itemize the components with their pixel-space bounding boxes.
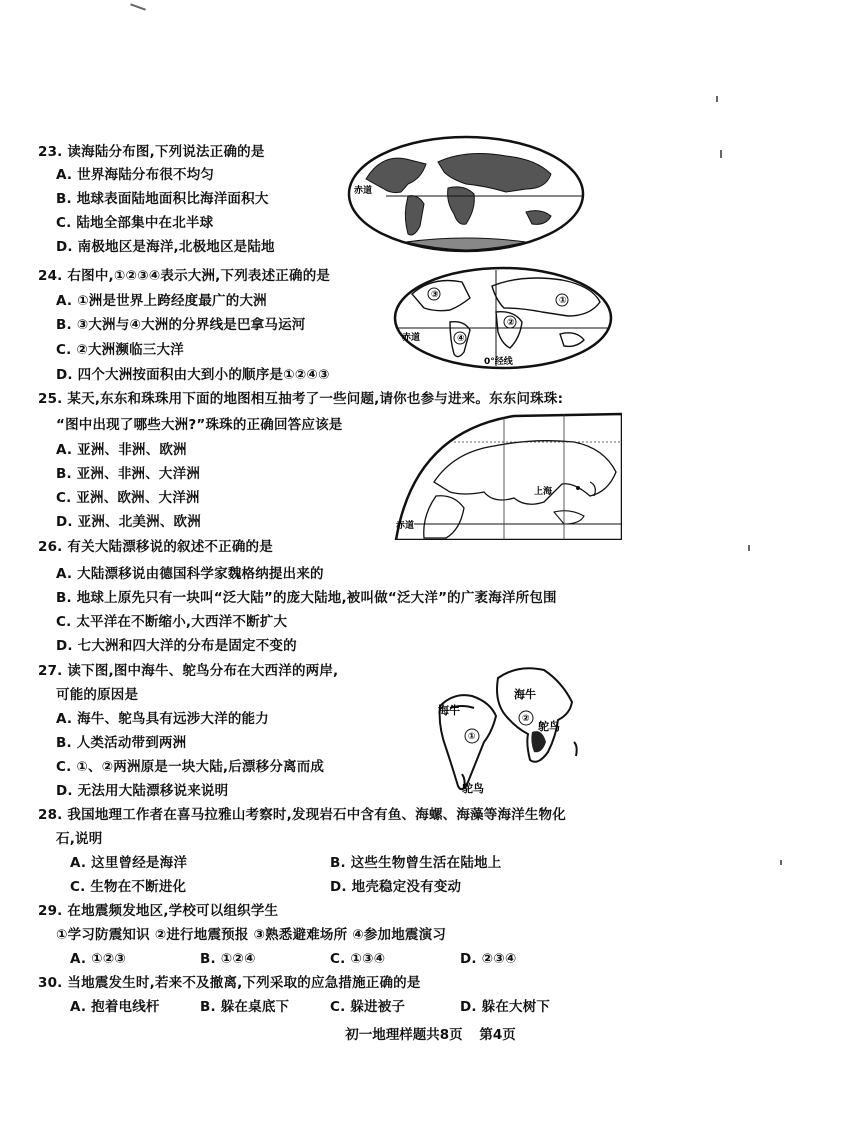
q24-option-b[interactable]: B. ③大洲与④大洲的分界线是巴拿马运河	[56, 317, 306, 333]
q27-africa-samerica-map	[432, 662, 592, 802]
q27-option-c[interactable]: C. ①、②两洲原是一块大陆,后漂移分离而成	[56, 759, 325, 775]
q29-option-a[interactable]: A. ①②③	[70, 951, 127, 967]
q25-option-c[interactable]: C. 亚洲、欧洲、大洋洲	[56, 490, 200, 506]
q28-option-d[interactable]: D. 地壳稳定没有变动	[330, 879, 462, 895]
footer-page-number: 第4页	[479, 1027, 516, 1043]
q24-label-4: ④	[457, 334, 465, 344]
scan-speck	[780, 860, 782, 865]
q24-label-2: ②	[507, 318, 515, 328]
q29-option-d[interactable]: D. ②③④	[460, 951, 517, 967]
q24-continent-map	[392, 264, 614, 376]
q23-option-c[interactable]: C. 陆地全部集中在北半球	[56, 215, 214, 231]
scan-speck	[716, 96, 718, 102]
q24-option-c[interactable]: C. ②大洲濒临三大洋	[56, 342, 184, 358]
q27-manatee-left-label: 海牛	[438, 704, 460, 717]
scan-speck	[748, 545, 750, 551]
q29-stem: 29. 在地震频发地区,学校可以组织学生	[38, 903, 279, 919]
q24-option-d[interactable]: D. 四个大洲按面积由大到小的顺序是①②④③	[56, 367, 330, 383]
q25-equator-label: 赤道	[396, 521, 415, 531]
q23-option-d[interactable]: D. 南极地区是海洋,北极地区是陆地	[56, 239, 275, 255]
q26-option-b[interactable]: B. 地球上原先只有一块叫“泛大陆”的庞大陆地,被叫做“泛大洋”的广袤海洋所包围	[56, 590, 557, 606]
q23-option-b[interactable]: B. 地球表面陆地面积比海洋面积大	[56, 191, 269, 207]
q24-label-1: ①	[559, 296, 567, 306]
q27-option-a[interactable]: A. 海牛、鸵鸟具有远涉大洋的能力	[56, 711, 269, 727]
q25-stem-line2: “图中出现了哪些大洲?”珠珠的正确回答应该是	[56, 417, 343, 433]
q29-option-c[interactable]: C. ①③④	[330, 951, 386, 967]
q27-manatee-right-label: 海牛	[514, 688, 536, 701]
q27-ostrich-left-label: 鸵鸟	[462, 782, 484, 795]
q23-stem: 23. 读海陆分布图,下列说法正确的是	[38, 144, 265, 160]
q28-option-a[interactable]: A. 这里曾经是海洋	[70, 855, 188, 871]
q24-meridian-label: 0°经线	[484, 357, 513, 367]
q26-option-a[interactable]: A. 大陆漂移说由德国科学家魏格纳提出来的	[56, 566, 324, 582]
q25-option-a[interactable]: A. 亚洲、非洲、欧洲	[56, 442, 187, 458]
q28-stem-line2: 石,说明	[56, 831, 103, 847]
q25-stem-line1: 25. 某天,东东和珠珠用下面的地图相互抽考了一些问题,请你也参与进来。东东问珠珠:	[38, 391, 564, 407]
q25-city-label: 上海	[534, 487, 553, 497]
q27-stem-line2: 可能的原因是	[56, 687, 139, 703]
q28-option-b[interactable]: B. 这些生物曾生活在陆地上	[330, 855, 502, 871]
q23-equator-label: 赤道	[354, 186, 373, 196]
q27-option-b[interactable]: B. 人类活动带到两洲	[56, 735, 187, 751]
q30-option-d[interactable]: D. 躲在大树下	[460, 999, 551, 1015]
q30-option-a[interactable]: A. 抱着电线杆	[70, 999, 160, 1015]
q26-option-c[interactable]: C. 太平洋在不断缩小,大西洋不断扩大	[56, 614, 288, 630]
footer-total-pages: 初一地理样题共8页	[345, 1027, 463, 1043]
scan-mark	[130, 3, 146, 10]
scan-speck	[720, 150, 722, 158]
q27-label-2: ②	[522, 714, 530, 724]
q24-equator-label: 赤道	[402, 333, 421, 343]
q25-option-d[interactable]: D. 亚洲、北美洲、欧洲	[56, 514, 201, 530]
q23-option-a[interactable]: A. 世界海陆分布很不均匀	[56, 167, 215, 183]
q26-stem: 26. 有关大陆漂移说的叙述不正确的是	[38, 539, 273, 555]
q29-items: ①学习防震知识 ②进行地震预报 ③熟悉避难场所 ④参加地震演习	[56, 927, 447, 943]
q30-stem: 30. 当地震发生时,若来不及撤离,下列采取的应急措施正确的是	[38, 975, 421, 991]
q30-option-c[interactable]: C. 躲进被子	[330, 999, 406, 1015]
q30-option-b[interactable]: B. 躲在桌底下	[200, 999, 290, 1015]
page-footer	[0, 1023, 861, 1043]
q25-option-b[interactable]: B. 亚洲、非洲、大洋洲	[56, 466, 201, 482]
q27-stem-line1: 27. 读下图,图中海牛、鸵鸟分布在大西洋的两岸,	[38, 663, 339, 679]
q25-asia-map	[394, 412, 622, 540]
q27-label-1: ①	[468, 732, 476, 742]
q23-world-map	[346, 134, 586, 254]
q24-label-3: ③	[431, 290, 439, 300]
q24-stem: 24. 右图中,①②③④表示大洲,下列表述正确的是	[38, 268, 331, 284]
q28-stem-line1: 28. 我国地理工作者在喜马拉雅山考察时,发现岩石中含有鱼、海螺、海藻等海洋生物化	[38, 807, 566, 823]
q27-option-d[interactable]: D. 无法用大陆漂移说来说明	[56, 783, 229, 799]
q27-ostrich-right-label: 鸵鸟	[538, 720, 560, 733]
q24-option-a[interactable]: A. ①洲是世界上跨经度最广的大洲	[56, 293, 267, 309]
q26-option-d[interactable]: D. 七大洲和四大洋的分布是固定不变的	[56, 638, 297, 654]
q29-option-b[interactable]: B. ①②④	[200, 951, 256, 967]
q28-option-c[interactable]: C. 生物在不断进化	[70, 879, 187, 895]
